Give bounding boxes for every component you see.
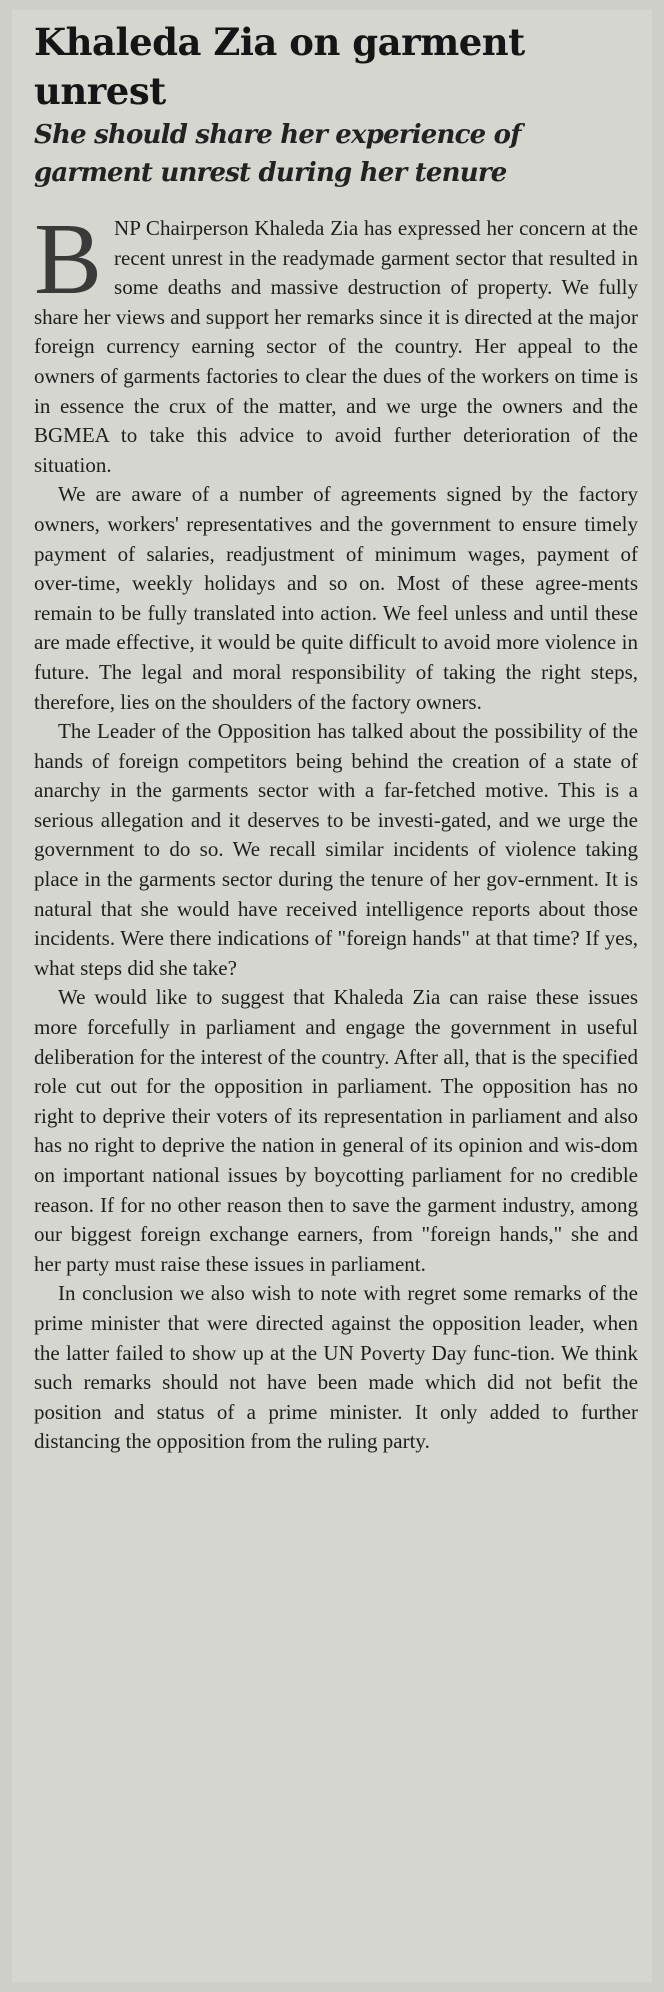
article-paragraph-1 — [34, 203, 638, 480]
article-paragraph-2: We are aware of a number of agreements signed by the factory owners, workers' representatives and the government to ensure timely payment of salaries, readjustment of minimum wages, payment of over-time, weekly holidays and so on. Most of these agree-ments remain to be fully translated into action. We feel unless and until these are made effective, it would be quite difficult to avoid more violence in future. The legal and moral responsibility of taking the right steps, therefore, lies on the shoulders of the factory owners. — [34, 482, 638, 714]
newspaper-clipping — [12, 10, 652, 1982]
article-body — [34, 203, 638, 1457]
article-headline: Khaleda Zia on garment unrest — [34, 20, 525, 113]
article-deck: She should share her experience of garment unrest during her tenure — [34, 120, 521, 188]
article-paragraph-4: We would like to suggest that Khaleda Zia can raise these issues more forcefully in parliament and engage the government in useful deliberation for the interest of the country. After all, that is the specified role cut out for the opposition in parliament. The opposition has no right to deprive their voters of its representation in parliament and also has no right to deprive the nation in general of its opinion and wis-dom on important national issues by boycotting parliament for no credible reason. If for no other reason then to save the garment industry, among our biggest foreign exchange earners, from "foreign hands," she and her party must raise these issues in parliament. — [34, 985, 638, 1276]
article-paragraph-3: The Leader of the Opposition has talked about the possibility of the hands of foreign competitors being behind the creation of a state of anarchy in the garments sector with a far-fetched motive. This is a serious allegation and it deserves to be investi-gated, and we urge the government to do so. We recall similar incidents of violence taking place in the garments sector during the tenure of her gov-ernment. It is natural that she would have received intelligence reports about those incidents. Were there indications of "foreign hands" at that time? If yes, what steps did she take? — [34, 719, 638, 980]
paragraph-1-text: NP Chairperson Khaleda Zia has expressed her concern at the recent unrest in the readymade garment sector that resulted in some deaths and massive destruction of property. We fully share her views and support her remarks since it is directed at the major foreign currency earning sector of the country. Her appeal to the owners of garments factories to clear the dues of the workers on time is in essence the crux of the matter, and we urge the owners and the BGMEA to take this advice to avoid further deterioration of the situation. — [34, 216, 638, 477]
article-paragraph-5: In conclusion we also wish to note with regret some remarks of the prime minister that were directed against the opposition leader, when the latter failed to show up at the UN Poverty Day func-tion. We think such remarks should not have been made which did not befit the position and status of a prime minister. It only added to further distancing the opposition from the ruling party. — [34, 1281, 638, 1454]
drop-cap: B — [34, 203, 103, 316]
